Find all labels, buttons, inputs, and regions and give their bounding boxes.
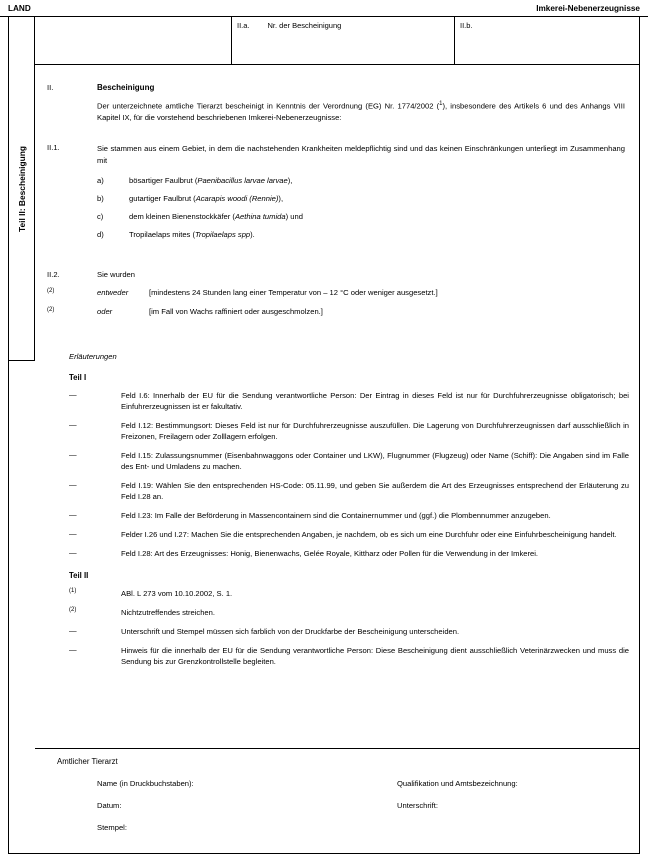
qualification-label[interactable]: Qualifikation und Amtsbezeichnung: [397,779,518,788]
list-item [97,230,625,239]
field-ii-a[interactable] [232,17,455,64]
option-keyword: oder [97,306,113,316]
section-ii-paragraph: Der unterzeichnete amtliche Tierarzt bescheinigt in Kenntnis der Verordnung (EG) Nr. 1774/2002 ($^1$), insbesondere des Artikels 6 und des Anhangs VIII Kapitel IX, für die vorstehend beschriebenen Imkerei-Nebenerzeugnisse: [97,101,625,122]
header-left-label: LAND [8,4,31,13]
note-item [35,626,639,637]
option-marker: (2) [47,288,55,295]
section-ii-2-paragraph: Sie wurden [97,270,135,280]
section-ii-1-list [97,176,625,239]
part-ii-side-tab [9,17,35,361]
header-right-label: Imkerei-Nebenerzeugnisse [536,4,640,13]
section-ii-number: II. [47,83,54,92]
note-text: Hinweis für die innerhalb der EU für die Sendung verantwortliche Person: Diese Bescheinigung dient ausschließlich Veterinärzwecken und muss die Sendung bis zur Grenzkontrollstelle begleiten. [121,646,629,667]
option-marker: (2) [47,306,55,313]
note-marker: — [69,390,77,400]
note-item [35,645,639,667]
signature-row-stamp [57,823,629,832]
date-label[interactable]: Datum: [97,801,122,810]
list-item-label: d) [97,230,104,240]
note-item [35,607,639,618]
option-keyword: entweder [97,288,129,298]
signature-block-title: Amtlicher Tierarzt [57,757,118,766]
field-ii-b-number: II.b. [460,21,473,30]
notes-part-2-title: Teil II [69,571,89,581]
notes-title: Erläuterungen [69,352,117,362]
note-item [35,390,639,412]
note-text: Feld I.6: Innerhalb der EU für die Sendung verantwortliche Person: Der Eintrag in dieses Feld ist nur für Durchfuhrerzeugnisse obligatorisch; bei Einfuhrerzeugnissen ist er fakultativ. [121,391,629,412]
list-item-label: a) [97,176,104,186]
section-ii-2 [35,270,639,279]
note-marker: — [69,645,77,655]
note-text: Unterschrift und Stempel müssen sich farblich von der Druckfarbe der Bescheinigung unterscheiden. [121,627,460,637]
note-marker: — [69,510,77,520]
note-marker: — [69,450,77,460]
list-item-text: gutartiger Faulbrut (Acarapis woodi (Rennie)), [129,194,284,204]
certificate-number-row [35,17,639,65]
option-row-or[interactable] [35,307,639,317]
option-text: [im Fall von Wachs raffiniert oder ausgeschmolzen.] [149,306,323,316]
list-item [97,194,625,203]
signature-row-date [57,801,629,810]
certificate-frame [8,17,640,854]
section-ii-2-number: II.2. [47,270,60,280]
option-text: [mindestens 24 Stunden lang einer Temperatur von – 12 °C oder weniger ausgesetzt.] [149,288,438,298]
option-row-either[interactable] [35,288,639,298]
list-item-text: dem kleinen Bienenstockkäfer (Aethina tumida) und [129,212,303,222]
stamp-label[interactable]: Stempel: [97,823,127,832]
number-row-spacer [35,17,232,64]
list-item-text: bösartiger Faulbrut (Paenibacillus larvae larvae), [129,176,293,186]
note-text: Nichtzutreffendes streichen. [121,608,215,618]
note-marker: — [69,420,77,430]
note-item [35,510,639,521]
note-item [35,480,639,502]
section-ii-heading: Bescheinigung [97,83,155,92]
note-text: Feld I.12: Bestimmungsort: Dieses Feld ist nur für Durchfuhrerzeugnisse auszufüllen. Die Lagerung von Durchfuhrerzeugnissen darf ausschließlich in Freizonen, Freilagern oder Zolllagern erfolgen. [121,421,629,442]
note-item [35,450,639,472]
field-ii-b[interactable] [455,17,639,64]
note-item [35,420,639,442]
part-ii-side-tab-label: Teil II: Bescheinigung [16,145,27,232]
note-text: Feld I.15: Zulassungsnummer (Eisenbahnwaggons oder Container und LKW), Flugnummer (Flugzeug) oder Name (Schiff): Die Angaben sind im Falle des Ent- und Umladens zu machen. [121,451,629,472]
note-marker: (1) [69,588,77,595]
note-item [35,548,639,559]
note-item [35,588,639,599]
list-item-text: Tropilaelaps mites (Tropilaelaps spp). [129,230,255,240]
list-item-label: c) [97,212,104,222]
note-text: ABl. L 273 vom 10.10.2002, S. 1. [121,589,233,599]
field-ii-a-label: Nr. der Bescheinigung [267,21,342,30]
section-ii-1-number: II.1. [47,143,60,153]
note-text: Feld I.23: Im Falle der Beförderung in Massencontainern sind die Containernummer und (ggf.) die Plombennummer anzugeben. [121,511,551,521]
note-marker: (2) [69,607,77,614]
note-item [35,529,639,540]
section-ii [35,83,639,123]
certificate-content [35,17,639,853]
signature-block [35,749,639,853]
note-text: Feld I.19: Wählen Sie den entsprechenden HS-Code: 05.11.99, und geben Sie außerdem die Art des Erzeugnisses entsprechend der Erläuterung zu Feld I.28 an. [121,481,629,502]
list-item-label: b) [97,194,104,204]
section-ii-1 [35,143,639,248]
stamp-spacer [397,823,629,832]
note-text: Feld I.28: Art des Erzeugnisses: Honig, Bienenwachs, Gelée Royale, Kittharz oder Pollen für die Verwendung in der Imkerei. [121,549,539,559]
list-item [97,176,625,185]
note-marker: — [69,529,77,539]
notes-part-1-title: Teil I [69,373,87,383]
field-ii-a-number: II.a. [237,21,250,30]
note-marker: — [69,480,77,490]
note-text: Felder I.26 und I.27: Machen Sie die entsprechenden Angaben, je nachdem, ob es sich um eine Durchfuhr oder eine Einfuhrbescheinigung handelt. [121,530,617,540]
list-item [97,212,625,221]
signature-label[interactable]: Unterschrift: [397,801,438,810]
note-marker: — [69,548,77,558]
section-ii-1-paragraph: Sie stammen aus einem Gebiet, in dem die nachstehenden Krankheiten meldepflichtig sind und das keinen Einschränkungen unterliegt im Zusammenhang mit [97,144,625,165]
page-header [0,0,648,17]
note-marker: — [69,626,77,636]
name-label[interactable]: Name (in Druckbuchstaben): [97,779,194,788]
signature-row-name [57,779,629,788]
